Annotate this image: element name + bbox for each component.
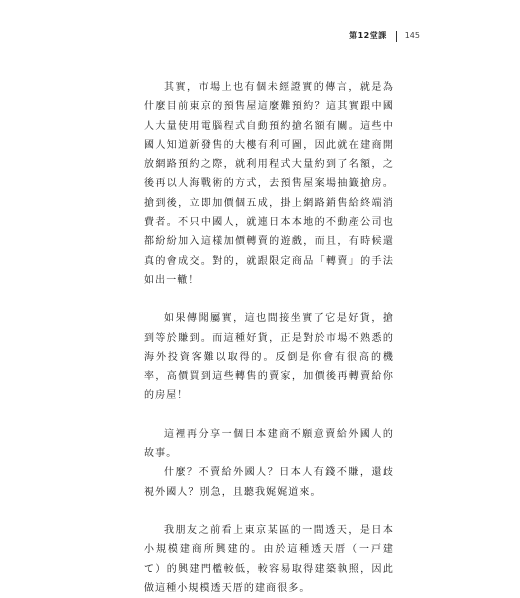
page-number: 145 [404, 31, 420, 40]
running-header [349, 29, 420, 43]
paragraph: 其實，市場上也有個未經證實的傳言，就是為什麼目前東京的預售屋這麼難預約？這其實跟中國人大量使用電腦程式自動預約搶名額有關。這些中國人知道新發售的大樓有利可圖，因此就在建商開放網路預約之際，就利用程式大量約到了名額，之後再以人海戰術的方式，去預售屋案場抽籤搶房。搶到後，立即加價個五成，掛上網路銷售給終端消費者。不只中國人，就連日本本地的不動產公司也都紛紛加入這樣加價轉賣的遊戲，而且，有時候還真的會成交。對的，就跟限定商品「轉賣」的手法如出一轍！ [144, 82, 394, 286]
chapter-title: 第12堂課 [349, 31, 387, 40]
paragraph: 如果傳聞屬實，這也間接坐實了它是好貨，搶到等於賺到。而這種好貨，正是對於市場不熟悉的海外投資客難以取得的。反倒是你會有很高的機率，高價買到這些轉售的賣家，加價後再轉賣給你的房屋！ [144, 313, 394, 402]
paragraph: 什麼？不賣給外國人？日本人有錢不賺，還歧視外國人？別急，且聽我娓娓道來。 [144, 467, 394, 498]
paragraph: 這裡再分享一個日本建商不願意賣給外國人的故事。 [144, 428, 394, 460]
header-divider [396, 31, 397, 42]
body-text [144, 78, 394, 598]
paragraph: 我朋友之前看上東京某區的一間透天，是日本小規模建商所興建的。由於這種透天厝（一戸建て）的興建門檻較低，較容易取得建築執照，因此做這種小規模透天厝的建商很多。 [144, 524, 394, 594]
